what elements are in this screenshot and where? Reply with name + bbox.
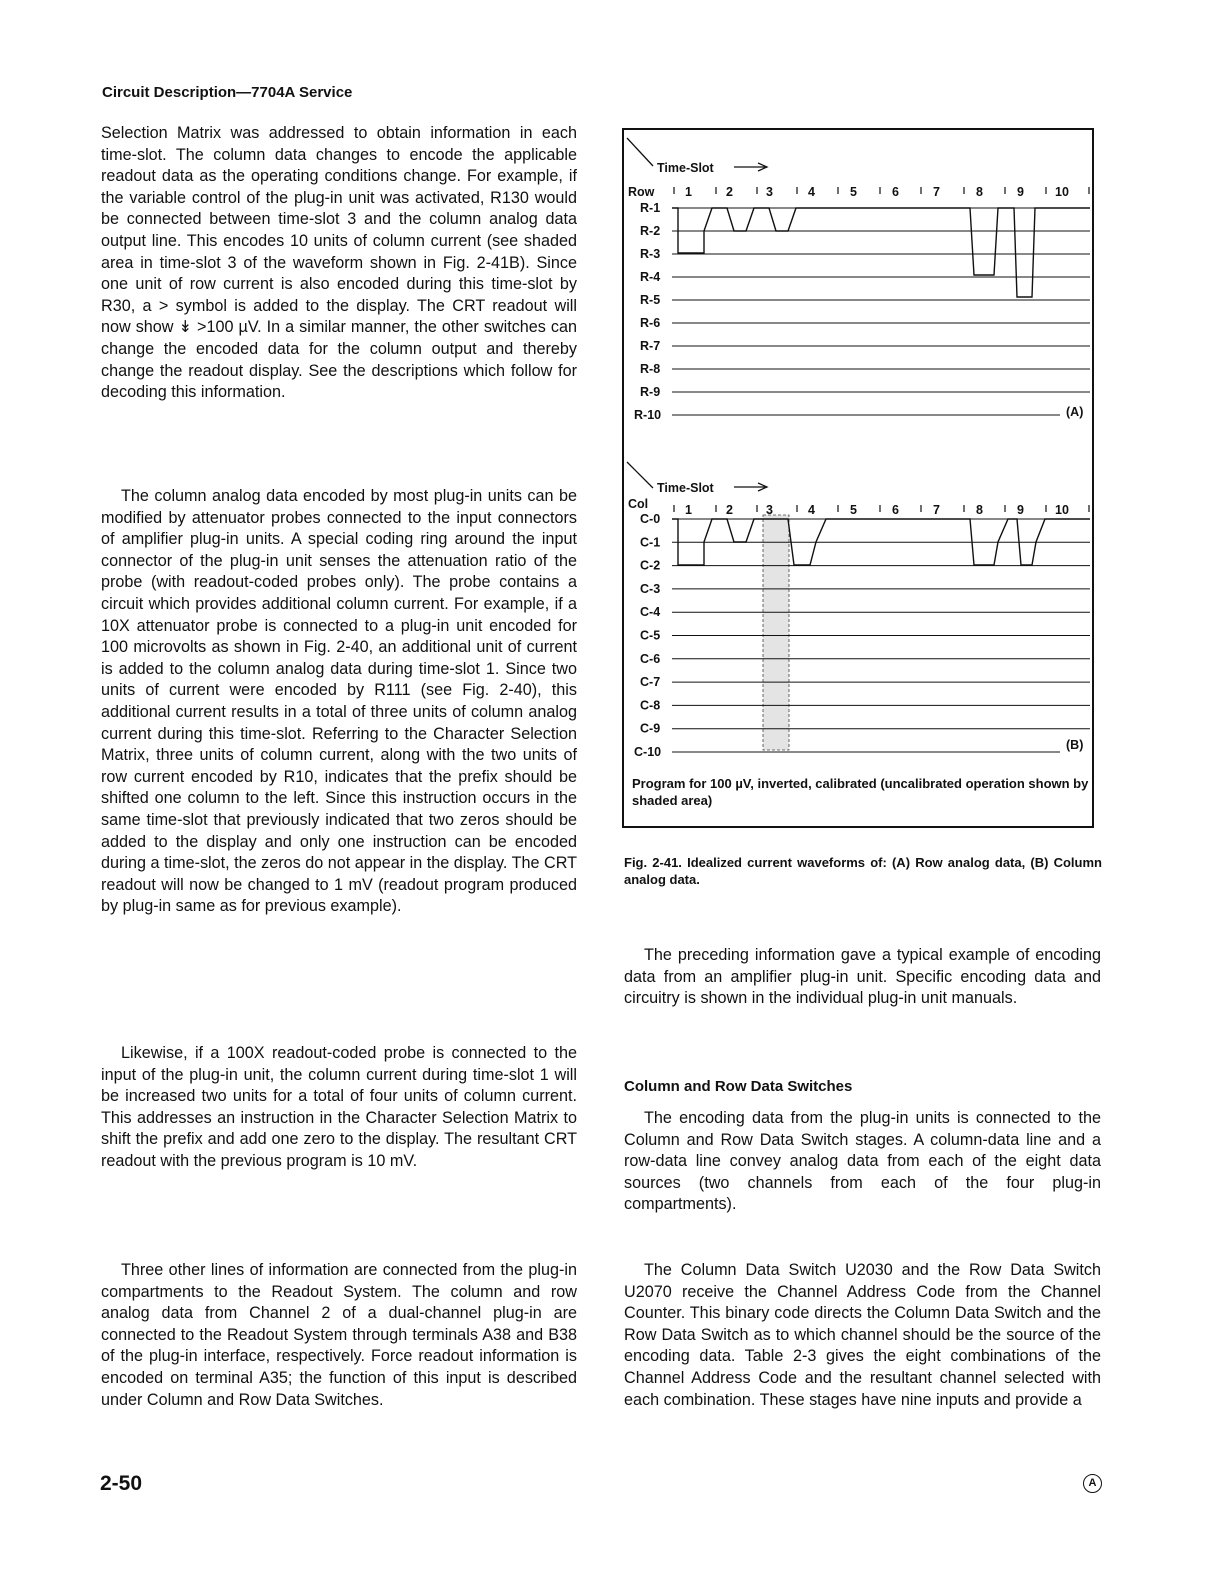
panel-a-slot-label-8: 8 bbox=[976, 185, 983, 199]
uncalibrated-shaded-area bbox=[763, 515, 789, 750]
panel-b-title: Time-Slot bbox=[657, 481, 714, 495]
panel-a-slot-label-7: 7 bbox=[933, 185, 940, 199]
panel-a-row-label-R-6: R-6 bbox=[640, 316, 661, 330]
panel-a-row-label-R-4: R-4 bbox=[640, 270, 661, 284]
panel-a-row-label-R-1: R-1 bbox=[640, 201, 661, 215]
left-paragraph-2: The column analog data encoded by most plug-in units can be modified by attenuator probes connected to the input connectors of amplifier plug-in units. A special coding ring around the input connector of the plug-in unit senses the attenuation ratio of the probe (with readout-coded probes only). The probe contains a circuit which provides additional column current. For example, if a 10X attenuator probe is connected to a plug-in unit encoded for 100 microvolts as shown in Fig. 2-40, an additional unit of current is added to the column analog data during time-slot 1. Since two units of current were encoded by R111 (see Fig. 2-40), this additional current results in a total of three units of column analog current during this time-slot. Referring to the Character Selection Matrix, three units of column current, along with the two units of row current encoded by R10, indicates that the prefix should be shifted one column to the left. Since this instruction occurs in the same time-slot that previously indicated that two zeros should be added to the display and only one instruction can be encoded during a time-slot, the zeros do not appear in the display. The CRT readout will now be changed to 1 mV (readout program produced by plug-in same as for previous example). bbox=[101, 487, 577, 916]
waveform-diagram bbox=[624, 130, 1096, 830]
panel-a-slot-label-3: 3 bbox=[766, 185, 773, 199]
panel-a-row-label-R-5: R-5 bbox=[640, 293, 661, 307]
panel-b-row-label-C-10: C-10 bbox=[634, 745, 662, 759]
panel-b-slot-labels bbox=[674, 503, 1089, 517]
panel-a-row-labels bbox=[634, 201, 661, 422]
panel-b-slot-label-7: 7 bbox=[933, 503, 940, 517]
panel-a-slot-label-2: 2 bbox=[726, 185, 733, 199]
panel-a-waveform-trace bbox=[672, 208, 1090, 297]
right-paragraph-1: The encoding data from the plug-in units is connected to the Column and Row Data Switch stages. A column-data line and a row-data line convey analog data from each of the eight data sources (two channels from each of the four plug-in compartments). bbox=[624, 1109, 1101, 1214]
panel-b-slot-label-5: 5 bbox=[850, 503, 857, 517]
panel-b-slot-label-2: 2 bbox=[726, 503, 733, 517]
panel-a-title: Time-Slot bbox=[657, 161, 714, 175]
panel-b-arrow bbox=[734, 483, 767, 491]
section-heading: Column and Row Data Switches bbox=[624, 1078, 853, 1095]
panel-a-arrow bbox=[734, 163, 767, 171]
panel-b-row-label-C-0: C-0 bbox=[640, 512, 661, 526]
panel-b-tag: (B) bbox=[1066, 738, 1084, 752]
panel-b-row-label-C-7: C-7 bbox=[640, 675, 661, 690]
panel-a-row-label-R-8: R-8 bbox=[640, 362, 661, 376]
panel-a-row-label-R-7: R-7 bbox=[640, 339, 661, 353]
panel-a-slot-labels bbox=[674, 185, 1089, 199]
panel-a-corner-label: Row bbox=[628, 185, 655, 199]
left-paragraph-4: Three other lines of information are connected from the plug-in compartments to the Readout System. The column and row analog data from Channel 2 of a dual-channel plug-in are connected to the Readout System through terminals A38 and B38 of the plug-in interface, respectively. Force readout information is encoded on terminal A35; the function of this input is described under Column and Row Data Switches. bbox=[101, 1261, 577, 1409]
panel-b-row-lines bbox=[672, 519, 1090, 752]
panel-a-slot-label-4: 4 bbox=[808, 185, 815, 199]
page-number: 2-50 bbox=[100, 1472, 143, 1495]
panel-b-slot-label-10: 10 bbox=[1055, 503, 1069, 517]
panel-b-row-label-C-9: C-9 bbox=[640, 721, 661, 736]
panel-b-slot-label-3: 3 bbox=[766, 503, 773, 517]
panel-a-slot-label-6: 6 bbox=[892, 185, 899, 199]
panel-b-row-label-C-8: C-8 bbox=[640, 698, 661, 713]
panel-a-row-lines bbox=[672, 208, 1090, 415]
panel-a-slot-label-1: 1 bbox=[685, 185, 692, 199]
panel-a-slot-label-5: 5 bbox=[850, 185, 857, 199]
panel-a-corner-diagonal bbox=[627, 138, 653, 166]
panel-a-row-label-R-9: R-9 bbox=[640, 385, 661, 399]
panel-b-row-label-C-1: C-1 bbox=[640, 535, 661, 550]
left-paragraph-1: Selection Matrix was addressed to obtain information in each time-slot. The column data changes to encode the applicable readout data as the operating conditions change. For example, if the variable control of the plug-in unit was activated, R130 would be connected between time-slot 3 and the column analog data output line. This encodes 10 units of column current (see shaded area in time-slot 3 of the waveform shown in Fig. 2-41B). Since one unit of row current is also encoded during this time-slot by R30, a > symbol is added to the display. The CRT readout will now show ↡ >100 µV. In a similar manner, the other switches can change the encoded data for the column output and thereby change the readout display. See the descriptions which follow for decoding this information. bbox=[101, 124, 577, 402]
panel-b-row-label-C-3: C-3 bbox=[640, 581, 661, 596]
panel-a-row-label-R-10: R-10 bbox=[634, 408, 662, 422]
panel-a-slot-label-9: 9 bbox=[1017, 185, 1024, 199]
panel-b-slot-label-4: 4 bbox=[808, 503, 815, 517]
page-header: Circuit Description—7704A Service bbox=[102, 84, 353, 101]
panel-b-row-label-C-4: C-4 bbox=[640, 605, 661, 620]
panel-b-row-labels bbox=[634, 512, 661, 759]
panel-b-corner-diagonal bbox=[627, 462, 653, 488]
right-paragraph-2: The Column Data Switch U2030 and the Row Data Switch U2070 receive the Channel Address Code from the Channel Counter. This binary code directs the Column Data Switch and the Row Data Switch as to which channel should be the source of the encoding data. Table 2-3 gives the eight combinations of the Channel Address Code and the resultant channel selected with each combination. These stages have nine inputs and provide a bbox=[624, 1261, 1101, 1409]
panel-a-row-label-R-2: R-2 bbox=[640, 224, 661, 238]
panel-b-row-label-C-6: C-6 bbox=[640, 651, 661, 666]
panel-b-slot-label-9: 9 bbox=[1017, 503, 1024, 517]
panel-a-slot-label-10: 10 bbox=[1055, 185, 1069, 199]
panel-b-row-label-C-2: C-2 bbox=[640, 558, 661, 573]
panel-a-tag: (A) bbox=[1066, 405, 1084, 419]
left-paragraph-3: Likewise, if a 100X readout-coded probe is connected to the input of the plug-in unit, the column current during time-slot 1 will be increased two units for a total of four units of column current. This addresses an instruction in the Character Selection Matrix to shift the prefix and add one zero to the display. The resultant CRT readout with the previous program is 10 mV. bbox=[101, 1044, 577, 1170]
panel-b-slot-label-1: 1 bbox=[685, 503, 692, 517]
right-intro-paragraph: The preceding information gave a typical example of encoding data from an amplifier plug-in unit. Specific encoding data and circuitry is shown in the individual plug-in unit manuals. bbox=[624, 946, 1101, 1008]
figure-note: Program for 100 µV, inverted, calibrated (uncalibrated operation shown by shaded area) bbox=[632, 776, 1089, 808]
waveform-figure bbox=[622, 128, 1094, 828]
panel-b-row-label-C-5: C-5 bbox=[640, 628, 661, 643]
figure-caption: Fig. 2-41. Idealized current waveforms of: (A) Row analog data, (B) Column analog data. bbox=[624, 855, 1102, 887]
panel-b-slot-label-8: 8 bbox=[976, 503, 983, 517]
panel-b-corner-label: Col bbox=[628, 497, 649, 511]
publisher-logo: A bbox=[1083, 1474, 1102, 1493]
panel-b-slot-label-6: 6 bbox=[892, 503, 899, 517]
panel-a-row-label-R-3: R-3 bbox=[640, 247, 661, 261]
